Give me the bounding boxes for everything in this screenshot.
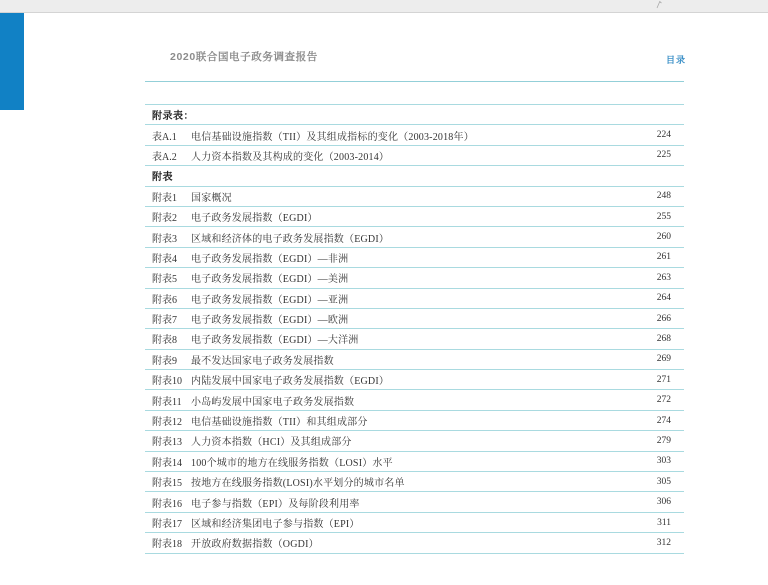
toc-row-page-number: 224 bbox=[656, 130, 671, 141]
toc-row[interactable] bbox=[145, 472, 684, 492]
toc-row-label: 附表7 bbox=[152, 315, 177, 327]
toc-row-title: 电子政务发展指数（EGDI）—美洲 bbox=[191, 274, 349, 286]
toc-row[interactable] bbox=[145, 370, 684, 390]
toc-row-title: 按地方在线服务指数(LOSI)水平划分的城市名单 bbox=[191, 478, 405, 490]
toc-row-label: 表A.2 bbox=[152, 151, 177, 163]
toc-row-page-number: 255 bbox=[656, 211, 671, 222]
toc-table bbox=[145, 104, 684, 554]
toc-row-title: 100个城市的地方在线服务指数（LOSI）水平 bbox=[191, 457, 393, 469]
toc-row-page-number: 305 bbox=[656, 476, 671, 487]
page-header-title: 2020联合国电子政务调查报告 bbox=[170, 51, 318, 63]
toc-row-title: 电子政务发展指数（EGDI）—欧洲 bbox=[191, 315, 349, 327]
toc-row-label: 附表13 bbox=[152, 437, 182, 449]
toc-row-page-number: 266 bbox=[656, 313, 671, 324]
toc-row-title: 内陆发展中国家电子政务发展指数（EGDI） bbox=[191, 376, 390, 388]
toc-row-page-number: 303 bbox=[656, 456, 671, 467]
toc-row-label: 附表2 bbox=[152, 213, 177, 225]
toc-section-header bbox=[145, 166, 684, 186]
toc-row[interactable] bbox=[145, 452, 684, 472]
toc-row-label: 附表9 bbox=[152, 355, 177, 367]
blue-bookmark-tab bbox=[0, 13, 24, 110]
toc-row[interactable] bbox=[145, 146, 684, 166]
toc-row-page-number: 264 bbox=[656, 293, 671, 304]
toc-row-title: 最不发达国家电子政务发展指数 bbox=[191, 355, 334, 367]
toc-row-title: 小岛屿发展中国家电子政务发展指数 bbox=[191, 396, 355, 408]
toc-row-title: 电子政务发展指数（EGDI）—大洋洲 bbox=[191, 335, 359, 347]
toc-row-page-number: 261 bbox=[656, 252, 671, 263]
toc-row-title: 区域和经济体的电子政务发展指数（EGDI） bbox=[191, 233, 390, 245]
cursor-artifact bbox=[654, 0, 664, 9]
toc-row-page-number: 311 bbox=[657, 517, 671, 528]
toc-row-title: 电信基础设施指数（TII）及其组成指标的变化（2003-2018年） bbox=[191, 131, 474, 143]
toc-section-header bbox=[145, 105, 684, 125]
toc-row-label: 附表12 bbox=[152, 417, 182, 429]
toc-row-label: 附表1 bbox=[152, 192, 177, 204]
toc-row-title: 国家概况 bbox=[191, 192, 232, 204]
toc-row-page-number: 260 bbox=[656, 232, 671, 243]
toc-row[interactable] bbox=[145, 350, 684, 370]
toc-row[interactable] bbox=[145, 248, 684, 268]
toc-row[interactable] bbox=[145, 227, 684, 247]
toc-row-page-number: 306 bbox=[656, 497, 671, 508]
header-divider-rule bbox=[145, 81, 684, 82]
toc-row-page-number: 268 bbox=[656, 333, 671, 344]
toc-link[interactable]: 目录 bbox=[665, 55, 686, 65]
toc-row-page-number: 272 bbox=[656, 395, 671, 406]
toc-row[interactable] bbox=[145, 268, 684, 288]
toc-row-page-number: 248 bbox=[656, 191, 671, 202]
toc-row-page-number: 269 bbox=[656, 354, 671, 365]
toc-row-label: 附表15 bbox=[152, 478, 182, 490]
toc-row-title: 开放政府数据指数（OGDI） bbox=[191, 539, 319, 551]
toc-row[interactable] bbox=[145, 533, 684, 553]
toc-row-title: 电子政务发展指数（EGDI）—亚洲 bbox=[191, 294, 349, 306]
toc-row-label: 附表10 bbox=[152, 376, 182, 388]
toc-row-title: 区域和经济集团电子参与指数（EPI） bbox=[191, 519, 360, 530]
toc-row[interactable] bbox=[145, 125, 684, 145]
toc-row-label: 附表14 bbox=[152, 457, 182, 469]
toc-row-title: 电信基础设施指数（TII）和其组成部分 bbox=[191, 417, 368, 429]
toc-row-title: 电子政务发展指数（EGDI） bbox=[191, 213, 318, 225]
toc-row-title: 电子政务发展指数（EGDI）—非洲 bbox=[191, 253, 349, 265]
toc-row-label: 附表4 bbox=[152, 253, 177, 265]
toc-row-page-number: 225 bbox=[656, 150, 671, 161]
browser-chrome-strip bbox=[0, 0, 768, 13]
toc-row-page-number: 312 bbox=[656, 537, 671, 548]
toc-row[interactable] bbox=[145, 309, 684, 329]
toc-row-label: 附表17 bbox=[152, 519, 182, 530]
toc-row[interactable] bbox=[145, 207, 684, 227]
toc-section-label: 附表 bbox=[152, 172, 173, 184]
toc-row[interactable] bbox=[145, 411, 684, 431]
toc-row[interactable] bbox=[145, 329, 684, 349]
toc-row-label: 附表11 bbox=[152, 396, 182, 408]
toc-row[interactable] bbox=[145, 187, 684, 207]
toc-row-title: 人力资本指数及其构成的变化（2003-2014） bbox=[191, 151, 390, 163]
toc-row-label: 附表3 bbox=[152, 233, 177, 245]
toc-row-label: 附表6 bbox=[152, 294, 177, 306]
toc-row-title: 电子参与指数（EPI）及每阶段利用率 bbox=[191, 498, 360, 510]
toc-row-label: 表A.1 bbox=[152, 131, 177, 143]
toc-row-page-number: 274 bbox=[656, 415, 671, 426]
toc-row-page-number: 271 bbox=[656, 374, 671, 385]
toc-row-page-number: 263 bbox=[656, 272, 671, 283]
toc-row[interactable] bbox=[145, 390, 684, 410]
toc-section-label: 附录表： bbox=[152, 111, 194, 123]
toc-row-label: 附表18 bbox=[152, 539, 182, 551]
toc-row-label: 附表16 bbox=[152, 498, 182, 510]
toc-row[interactable] bbox=[145, 431, 684, 451]
toc-row-title: 人力资本指数（HCI）及其组成部分 bbox=[191, 437, 352, 449]
toc-row-page-number: 279 bbox=[656, 435, 671, 446]
toc-row-label: 附表5 bbox=[152, 274, 177, 286]
toc-row[interactable] bbox=[145, 513, 684, 533]
toc-row[interactable] bbox=[145, 492, 684, 512]
toc-row[interactable] bbox=[145, 289, 684, 309]
toc-row-label: 附表8 bbox=[152, 335, 177, 347]
